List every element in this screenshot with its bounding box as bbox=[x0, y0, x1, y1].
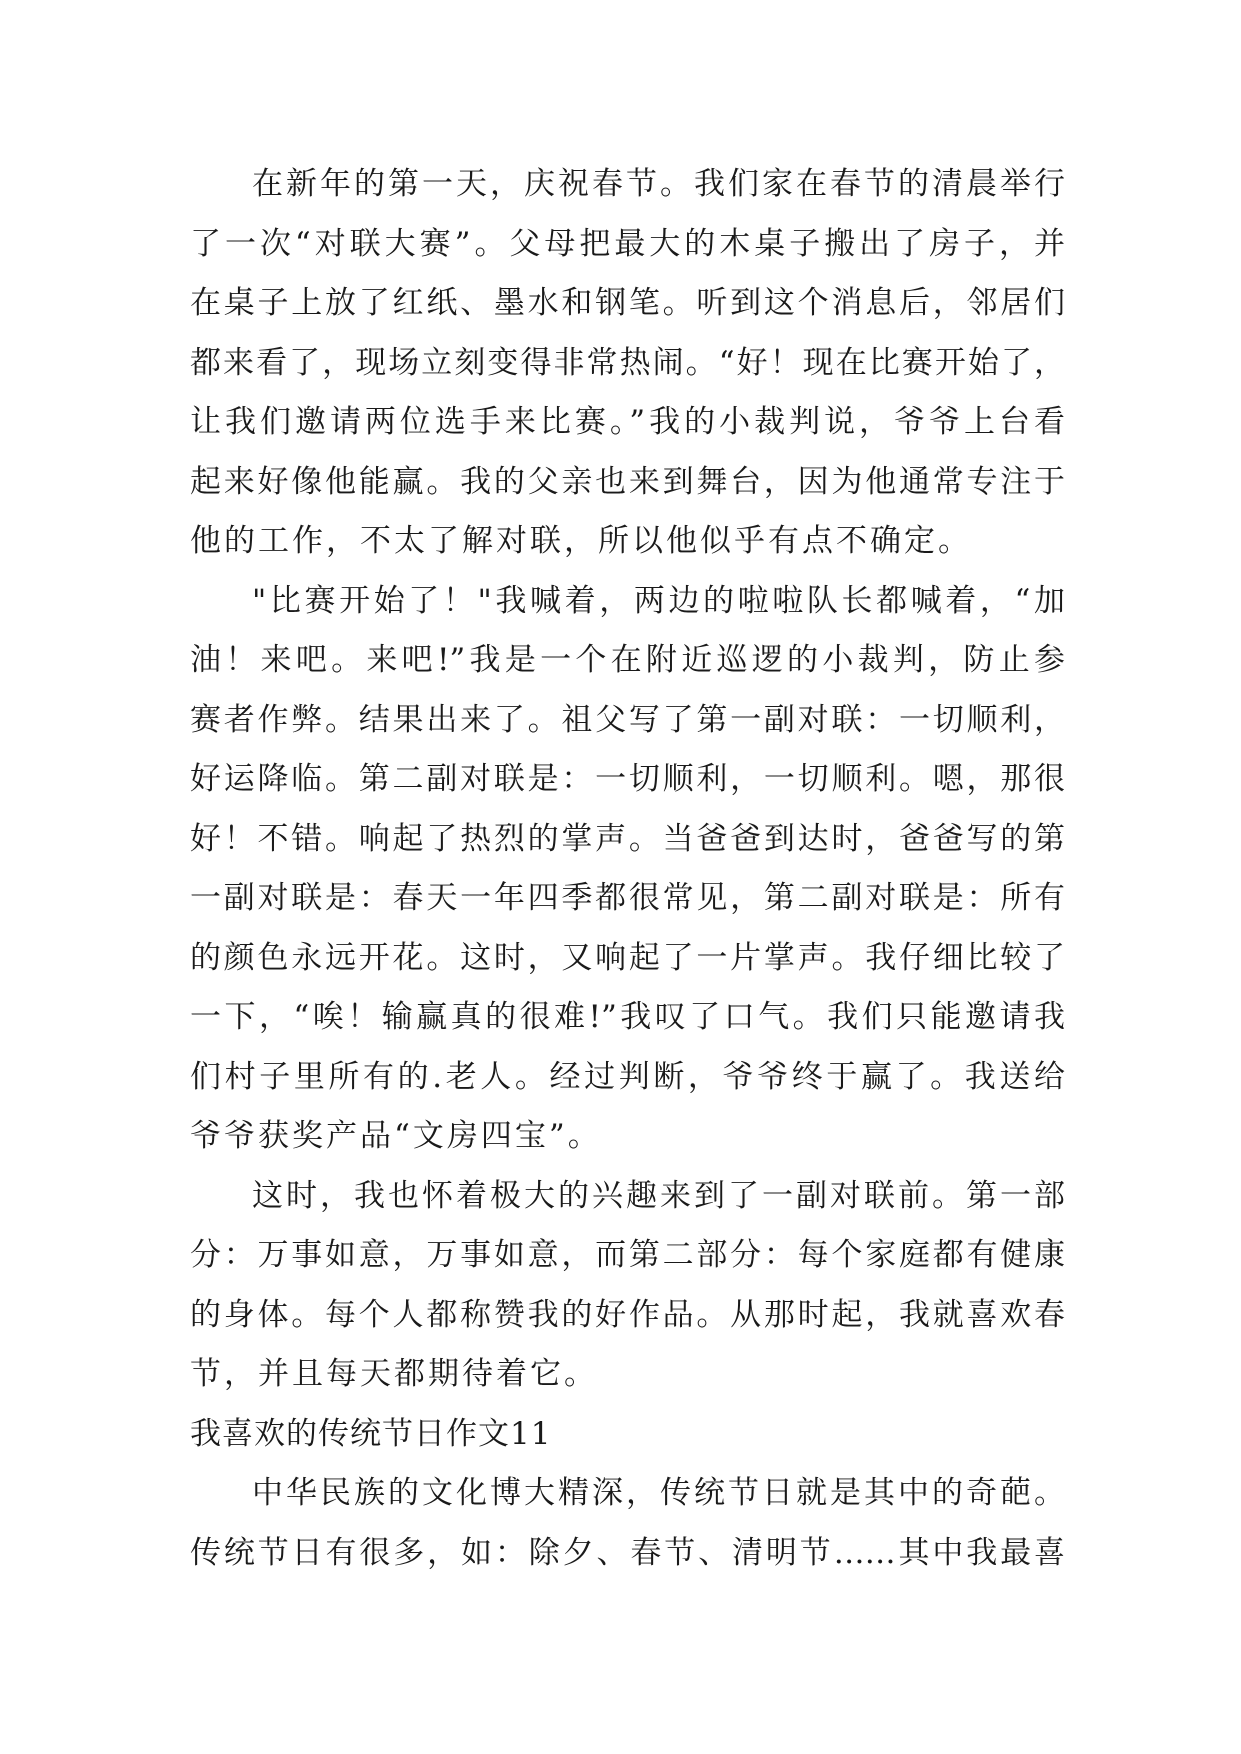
paragraph-1-line-3: 在桌子上放了红纸、墨水和钢笔。听到这个消息后，邻居们 bbox=[190, 285, 1065, 321]
paragraph-2-line-4: 好运降临。第二副对联是：一切顺利，一切顺利。嗯，那很 bbox=[190, 761, 1065, 797]
paragraph-1-line-4: 都来看了，现场立刻变得非常热闹。“好！现在比赛开始了， bbox=[190, 344, 1065, 381]
paragraph-4-line-2: 传统节日有很多，如：除夕、春节、清明节……其中我最喜 bbox=[190, 1534, 1065, 1571]
document-body bbox=[190, 155, 1065, 1583]
paragraph-2-line-6: 一副对联是：春天一年四季都很常见，第二副对联是：所有 bbox=[190, 880, 1065, 916]
paragraph-3-line-4: 节，并且每天都期待着它。 bbox=[190, 1356, 598, 1392]
section-heading: 我喜欢的传统节日作文11 bbox=[190, 1415, 552, 1452]
paragraph-2-line-5: 好！不错。响起了热烈的掌声。当爸爸到达时，爸爸写的第 bbox=[190, 820, 1065, 857]
paragraph-1-line-6: 起来好像他能赢。我的父亲也来到舞台，因为他通常专注于 bbox=[190, 463, 1065, 500]
paragraph-2-line-3: 赛者作弊。结果出来了。祖父写了第一副对联：一切顺利， bbox=[190, 701, 1065, 738]
paragraph-1-line-5: 让我们邀请两位选手来比赛。”我的小裁判说，爷爷上台看 bbox=[190, 404, 1065, 440]
paragraph-1-line-7: 他的工作，不太了解对联，所以他似乎有点不确定。 bbox=[190, 523, 972, 559]
paragraph-2-line-1: "比赛开始了！"我喊着，两边的啦啦队长都喊着，“加 bbox=[252, 582, 1065, 619]
paragraph-2-line-10: 爷爷获奖产品“文房四宝”。 bbox=[190, 1118, 602, 1154]
paragraph-2-line-2: 油！来吧。来吧!”我是一个在附近巡逻的小裁判，防止参 bbox=[190, 642, 1065, 678]
paragraph-2-line-7: 的颜色永远开花。这时，又响起了一片掌声。我仔细比较了 bbox=[190, 939, 1065, 976]
paragraph-4-line-1: 中华民族的文化博大精深，传统节日就是其中的奇葩。 bbox=[252, 1475, 1065, 1511]
paragraph-3-line-3: 的身体。每个人都称赞我的好作品。从那时起，我就喜欢春 bbox=[190, 1296, 1065, 1333]
paragraph-1-line-2: 了一次“对联大赛”。父母把最大的木桌子搬出了房子，并 bbox=[190, 225, 1065, 262]
paragraph-2-line-9: 们村子里所有的.老人。经过判断，爷爷终于赢了。我送给 bbox=[190, 1058, 1065, 1095]
paragraph-2-line-8: 一下，“唉！输赢真的很难!”我叹了口气。我们只能邀请我 bbox=[190, 999, 1065, 1035]
paragraph-3-line-2: 分：万事如意，万事如意，而第二部分：每个家庭都有健康 bbox=[190, 1237, 1065, 1273]
paragraph-3-line-1: 这时，我也怀着极大的兴趣来到了一副对联前。第一部 bbox=[252, 1177, 1065, 1214]
paragraph-1-line-1: 在新年的第一天，庆祝春节。我们家在春节的清晨举行 bbox=[252, 166, 1065, 202]
